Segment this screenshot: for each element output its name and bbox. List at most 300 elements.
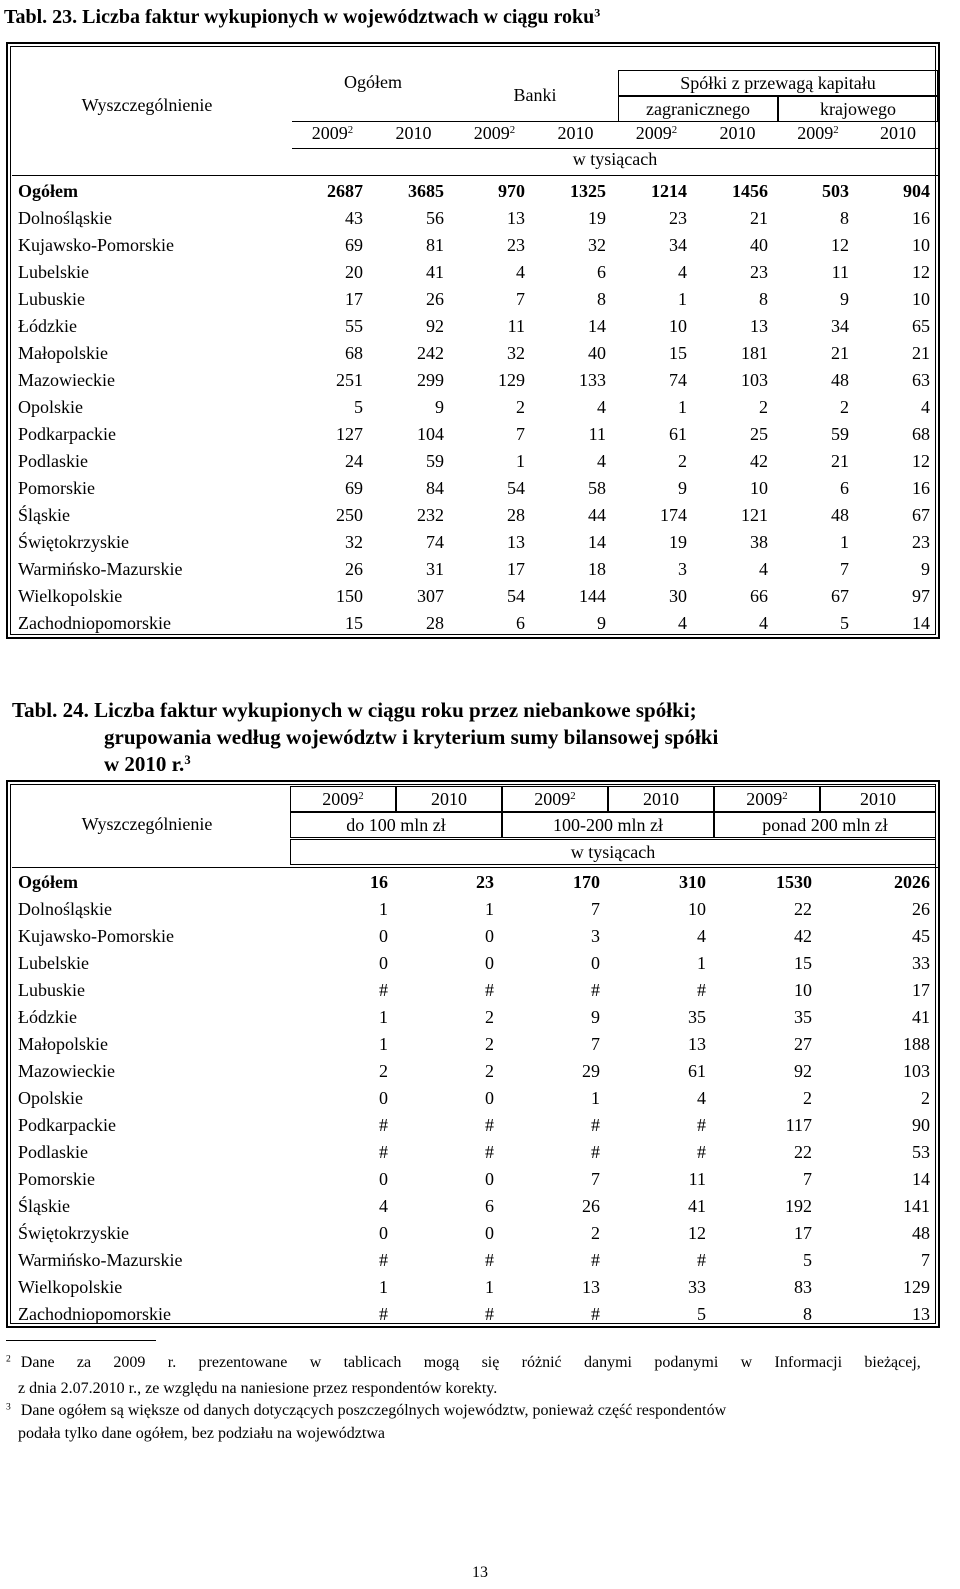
table-cell: # bbox=[697, 1141, 706, 1162]
table-cell: 1456 bbox=[732, 180, 768, 201]
table24-year-2010-g1: 2010 bbox=[396, 786, 502, 812]
table-cell: 9 bbox=[678, 477, 687, 498]
table-cell: 1214 bbox=[651, 180, 687, 201]
row-label: Ogółem bbox=[18, 871, 78, 892]
table24-year-2010-g3: 2010 bbox=[820, 786, 936, 812]
row-label: Pomorskie bbox=[18, 1168, 96, 1189]
row-label: Świętokrzyskie bbox=[18, 1222, 129, 1243]
table-cell: 48 bbox=[912, 1222, 930, 1243]
table-cell: 103 bbox=[903, 1060, 930, 1081]
table-cell: 970 bbox=[498, 180, 525, 201]
table-cell: 0 bbox=[485, 1168, 494, 1189]
table-cell: 15 bbox=[345, 612, 363, 633]
table-cell: 2 bbox=[379, 1060, 388, 1081]
table-row bbox=[14, 1111, 938, 1138]
table-cell: 7 bbox=[516, 288, 525, 309]
table-cell: 129 bbox=[903, 1276, 930, 1297]
footnote-2-mark: 2 bbox=[6, 1353, 11, 1365]
table24-title-line1: Tabl. 24. Liczba faktur wykupionych w ciągu roku przez niebankowe spółki; bbox=[12, 698, 697, 722]
table-row bbox=[14, 1084, 938, 1111]
row-label: Opolskie bbox=[18, 1087, 83, 1108]
table-cell: 1 bbox=[678, 288, 687, 309]
table24-year-2009-g1: 2009$^2$ bbox=[290, 786, 396, 812]
table-cell: 7 bbox=[591, 1168, 600, 1189]
table-cell: 9 bbox=[597, 612, 606, 633]
row-label: Kujawsko-Pomorskie bbox=[18, 925, 174, 946]
table-cell: 63 bbox=[912, 369, 930, 390]
table-cell: 127 bbox=[336, 423, 363, 444]
table-cell: 10 bbox=[750, 477, 768, 498]
table-cell: 84 bbox=[426, 477, 444, 498]
table-cell: 103 bbox=[741, 369, 768, 390]
table24-title-line3: w 2010 r.$^3$ bbox=[104, 752, 191, 776]
row-label: Podlaskie bbox=[18, 1141, 88, 1162]
table-cell: 0 bbox=[485, 1087, 494, 1108]
table-cell: 17 bbox=[345, 288, 363, 309]
table-cell: 40 bbox=[588, 342, 606, 363]
table-cell: 0 bbox=[591, 952, 600, 973]
table-row bbox=[14, 1057, 938, 1084]
row-label: Podkarpackie bbox=[18, 423, 116, 444]
table-cell: 28 bbox=[507, 504, 525, 525]
table-cell: 13 bbox=[688, 1033, 706, 1054]
table-cell: 17 bbox=[794, 1222, 812, 1243]
table-cell: 48 bbox=[831, 369, 849, 390]
table-row bbox=[14, 1219, 938, 1246]
table-cell: 22 bbox=[794, 898, 812, 919]
table-cell: 35 bbox=[794, 1006, 812, 1027]
table-cell: 58 bbox=[588, 477, 606, 498]
table-cell: 54 bbox=[507, 585, 525, 606]
table-cell: 16 bbox=[370, 871, 388, 892]
row-label: Ogółem bbox=[18, 180, 78, 201]
table-cell: 7 bbox=[840, 558, 849, 579]
table-cell: 904 bbox=[903, 180, 930, 201]
table-cell: 25 bbox=[750, 423, 768, 444]
table-cell: 232 bbox=[417, 504, 444, 525]
table-cell: 2 bbox=[485, 1060, 494, 1081]
table-cell: 10 bbox=[688, 898, 706, 919]
table-cell: 1 bbox=[485, 1276, 494, 1297]
table-cell: 0 bbox=[379, 925, 388, 946]
table-cell: 65 bbox=[912, 315, 930, 336]
table-cell: 28 bbox=[426, 612, 444, 633]
table-cell: 23 bbox=[476, 871, 494, 892]
table-cell: 188 bbox=[903, 1033, 930, 1054]
table-cell: 10 bbox=[669, 315, 687, 336]
table-cell: 8 bbox=[803, 1303, 812, 1324]
table-cell: 0 bbox=[379, 1168, 388, 1189]
table-cell: 41 bbox=[426, 261, 444, 282]
table-cell: 56 bbox=[426, 207, 444, 228]
table-cell: 7 bbox=[516, 423, 525, 444]
footnote-3 bbox=[6, 1400, 946, 1421]
table-cell: 53 bbox=[912, 1141, 930, 1162]
table-cell: 11 bbox=[831, 261, 849, 282]
table-cell: 15 bbox=[794, 952, 812, 973]
table-cell: 8 bbox=[840, 207, 849, 228]
table-cell: 0 bbox=[485, 1222, 494, 1243]
table-cell: 2 bbox=[759, 396, 768, 417]
table-cell: 61 bbox=[688, 1060, 706, 1081]
row-label: Warmińsko-Mazurskie bbox=[18, 1249, 183, 1270]
table-cell: 27 bbox=[794, 1033, 812, 1054]
table-cell: 30 bbox=[669, 585, 687, 606]
table23-header-krajowego: krajowego bbox=[778, 96, 938, 122]
table-cell: 1 bbox=[591, 1087, 600, 1108]
table-cell: # bbox=[591, 1114, 600, 1135]
table-cell: 3685 bbox=[408, 180, 444, 201]
table-cell: 9 bbox=[591, 1006, 600, 1027]
table-cell: 38 bbox=[750, 531, 768, 552]
row-label: Małopolskie bbox=[18, 342, 108, 363]
table-cell: 10 bbox=[912, 234, 930, 255]
table-cell: 12 bbox=[912, 261, 930, 282]
table24-year-2010-g2: 2010 bbox=[608, 786, 714, 812]
table-cell: 2687 bbox=[327, 180, 363, 201]
table-cell: 0 bbox=[379, 952, 388, 973]
table-cell: 4 bbox=[379, 1195, 388, 1216]
table-cell: 67 bbox=[912, 504, 930, 525]
table-cell: 22 bbox=[794, 1141, 812, 1162]
table-row bbox=[14, 976, 938, 1003]
footnote-3-line2: podała tylko dane ogółem, bez podziału na województwa bbox=[18, 1425, 385, 1442]
table-cell: 59 bbox=[426, 450, 444, 471]
table-cell: 2 bbox=[921, 1087, 930, 1108]
table-cell: 192 bbox=[785, 1195, 812, 1216]
table-cell: 55 bbox=[345, 315, 363, 336]
table-cell: 0 bbox=[485, 952, 494, 973]
table-cell: 23 bbox=[912, 531, 930, 552]
row-label: Wielkopolskie bbox=[18, 1276, 123, 1297]
table-cell: 2 bbox=[678, 450, 687, 471]
table-cell: 23 bbox=[750, 261, 768, 282]
table-cell: 34 bbox=[669, 234, 687, 255]
table-cell: 13 bbox=[582, 1276, 600, 1297]
table24-group-do-100: do 100 mln zł bbox=[290, 812, 502, 838]
table-cell: 67 bbox=[831, 585, 849, 606]
table-cell: 18 bbox=[588, 558, 606, 579]
table-cell: 10 bbox=[794, 979, 812, 1000]
table-cell: 26 bbox=[912, 898, 930, 919]
table23-title-text: Tabl. 23. Liczba faktur wykupionych w województwach w ciągu roku bbox=[4, 6, 595, 28]
table-cell: 4 bbox=[597, 396, 606, 417]
table-cell: # bbox=[697, 979, 706, 1000]
row-label: Pomorskie bbox=[18, 477, 96, 498]
table-cell: 45 bbox=[912, 925, 930, 946]
row-label: Mazowieckie bbox=[18, 369, 115, 390]
table-cell: 4 bbox=[921, 396, 930, 417]
table-cell: 17 bbox=[507, 558, 525, 579]
table-cell: 74 bbox=[426, 531, 444, 552]
table-cell: 181 bbox=[741, 342, 768, 363]
table-cell: 242 bbox=[417, 342, 444, 363]
table-cell: 133 bbox=[579, 369, 606, 390]
table-row bbox=[14, 949, 938, 976]
table-cell: 503 bbox=[822, 180, 849, 201]
table-cell: 2 bbox=[485, 1033, 494, 1054]
table23-units: w tysiącach bbox=[572, 149, 658, 169]
table23-title-footnote-mark: 3 bbox=[594, 5, 601, 20]
table-cell: 13 bbox=[750, 315, 768, 336]
table-cell: 32 bbox=[345, 531, 363, 552]
table23-header-banki: Banki bbox=[513, 85, 557, 105]
table-cell: 74 bbox=[669, 369, 687, 390]
table-row bbox=[14, 1003, 938, 1030]
table-cell: 8 bbox=[597, 288, 606, 309]
table-cell: 14 bbox=[588, 531, 606, 552]
table-cell: 19 bbox=[588, 207, 606, 228]
table-row bbox=[14, 895, 938, 922]
table-cell: 9 bbox=[840, 288, 849, 309]
table-cell: 1 bbox=[379, 1006, 388, 1027]
table-cell: 5 bbox=[803, 1249, 812, 1270]
table-cell: 7 bbox=[591, 898, 600, 919]
table-cell: 43 bbox=[345, 207, 363, 228]
row-label: Zachodniopomorskie bbox=[18, 1303, 171, 1324]
row-label: Warmińsko-Mazurskie bbox=[18, 558, 183, 579]
table-row bbox=[14, 868, 938, 895]
table24-title-line2: grupowania według województw i kryterium sumy bilansowej spółki bbox=[104, 725, 719, 749]
table-row bbox=[14, 1246, 938, 1273]
table-cell: 129 bbox=[498, 369, 525, 390]
table23-header-spolki: Spółki z przewagą kapitału bbox=[618, 70, 938, 96]
row-label: Opolskie bbox=[18, 396, 83, 417]
table-cell: 141 bbox=[903, 1195, 930, 1216]
table-cell: 11 bbox=[507, 315, 525, 336]
table-cell: 26 bbox=[426, 288, 444, 309]
table-cell: 32 bbox=[507, 342, 525, 363]
table-cell: 13 bbox=[912, 1303, 930, 1324]
row-label: Lubuskie bbox=[18, 979, 85, 1000]
table-cell: 21 bbox=[750, 207, 768, 228]
table-cell: 68 bbox=[345, 342, 363, 363]
table-cell: 1 bbox=[840, 531, 849, 552]
table-cell: 4 bbox=[516, 261, 525, 282]
table-cell: 0 bbox=[379, 1087, 388, 1108]
table-cell: 307 bbox=[417, 585, 444, 606]
table-cell: 2 bbox=[803, 1087, 812, 1108]
table-cell: 299 bbox=[417, 369, 444, 390]
table-cell: 14 bbox=[912, 1168, 930, 1189]
table-cell: # bbox=[485, 1141, 494, 1162]
table-cell: 5 bbox=[354, 396, 363, 417]
table-cell: 1325 bbox=[570, 180, 606, 201]
table23-year-2010-banki: 2010 bbox=[557, 123, 594, 143]
table24-header-wyszczegolnienie: Wyszczególnienie bbox=[81, 814, 213, 834]
table-cell: 68 bbox=[912, 423, 930, 444]
table-cell: 16 bbox=[912, 207, 930, 228]
table-cell: 69 bbox=[345, 234, 363, 255]
table-cell: # bbox=[591, 1141, 600, 1162]
table-cell: 5 bbox=[840, 612, 849, 633]
footnote-3-mark: 3 bbox=[6, 1401, 11, 1413]
table23-header-zagranicznego: zagranicznego bbox=[618, 96, 778, 122]
table-cell: 4 bbox=[678, 612, 687, 633]
table-cell: 3 bbox=[678, 558, 687, 579]
table-cell: # bbox=[379, 1141, 388, 1162]
table-cell: 8 bbox=[759, 288, 768, 309]
row-label: Lubelskie bbox=[18, 952, 89, 973]
footnote-2 bbox=[6, 1352, 946, 1373]
table-cell: 13 bbox=[507, 207, 525, 228]
table-cell: 1530 bbox=[776, 871, 812, 892]
table-cell: 41 bbox=[912, 1006, 930, 1027]
table-cell: 31 bbox=[426, 558, 444, 579]
table-cell: 4 bbox=[759, 612, 768, 633]
table-cell: 24 bbox=[345, 450, 363, 471]
table-cell: 117 bbox=[785, 1114, 812, 1135]
footnote-2-line1: Dane za 2009 r. prezentowane w tablicach mogą się różnić danymi podanymi w Informacji bieżącej, bbox=[20, 1354, 921, 1371]
table-cell: 59 bbox=[831, 423, 849, 444]
table-cell: 33 bbox=[688, 1276, 706, 1297]
table-row bbox=[14, 1138, 938, 1165]
table-cell: 6 bbox=[485, 1195, 494, 1216]
table-cell: 17 bbox=[912, 979, 930, 1000]
table-cell: 92 bbox=[426, 315, 444, 336]
table-cell: 13 bbox=[507, 531, 525, 552]
table-cell: 32 bbox=[588, 234, 606, 255]
table-cell: # bbox=[485, 979, 494, 1000]
table-cell: # bbox=[485, 1303, 494, 1324]
table23-header-wyszczegolnienie: Wyszczególnienie bbox=[81, 95, 213, 115]
table-cell: 26 bbox=[582, 1195, 600, 1216]
table23-year-2009-banki: 2009$^2$ bbox=[473, 123, 516, 143]
table-cell: 11 bbox=[688, 1168, 706, 1189]
table-cell: 251 bbox=[336, 369, 363, 390]
table-cell: 42 bbox=[750, 450, 768, 471]
table-cell: 1 bbox=[485, 898, 494, 919]
table-cell: 310 bbox=[679, 871, 706, 892]
table-cell: 7 bbox=[591, 1033, 600, 1054]
table-cell: 9 bbox=[921, 558, 930, 579]
table-cell: 9 bbox=[435, 396, 444, 417]
table-cell: # bbox=[591, 979, 600, 1000]
row-label: Podkarpackie bbox=[18, 1114, 116, 1135]
table-cell: 83 bbox=[794, 1276, 812, 1297]
table-cell: 104 bbox=[417, 423, 444, 444]
table-row bbox=[14, 1273, 938, 1300]
table-cell: # bbox=[697, 1114, 706, 1135]
row-label: Lubelskie bbox=[18, 261, 89, 282]
table-cell: 121 bbox=[741, 504, 768, 525]
table-cell: 14 bbox=[588, 315, 606, 336]
table-cell: 3 bbox=[591, 925, 600, 946]
table-cell: 6 bbox=[840, 477, 849, 498]
table-row bbox=[14, 922, 938, 949]
table-cell: 1 bbox=[379, 1276, 388, 1297]
table-cell: # bbox=[379, 979, 388, 1000]
table-cell: 1 bbox=[678, 396, 687, 417]
row-label: Małopolskie bbox=[18, 1033, 108, 1054]
table-cell: 4 bbox=[697, 925, 706, 946]
table-cell: 174 bbox=[660, 504, 687, 525]
row-label: Śląskie bbox=[18, 1195, 70, 1216]
table-cell: 48 bbox=[831, 504, 849, 525]
table-cell: 81 bbox=[426, 234, 444, 255]
table-cell: 144 bbox=[579, 585, 606, 606]
table-cell: 21 bbox=[912, 342, 930, 363]
row-label: Śląskie bbox=[18, 504, 70, 525]
table-cell: 26 bbox=[345, 558, 363, 579]
table-row bbox=[14, 1030, 938, 1057]
table-cell: 150 bbox=[336, 585, 363, 606]
row-label: Podlaskie bbox=[18, 450, 88, 471]
table24-year-2009-g2: 2009$^2$ bbox=[502, 786, 608, 812]
table-cell: 69 bbox=[345, 477, 363, 498]
table-cell: 92 bbox=[794, 1060, 812, 1081]
table-cell: 7 bbox=[803, 1168, 812, 1189]
table23-year-2010-kraj: 2010 bbox=[880, 123, 916, 143]
row-label: Kujawsko-Pomorskie bbox=[18, 234, 174, 255]
table-cell: 1 bbox=[379, 898, 388, 919]
row-label: Dolnośląskie bbox=[18, 898, 112, 919]
table-cell: 35 bbox=[688, 1006, 706, 1027]
table-cell: 2 bbox=[516, 396, 525, 417]
table-cell: 2 bbox=[840, 396, 849, 417]
row-label: Lubuskie bbox=[18, 288, 85, 309]
table-cell: 4 bbox=[697, 1087, 706, 1108]
footnote-3-line1: Dane ogółem są większe od danych dotyczących poszczególnych województw, ponieważ część respondentów bbox=[20, 1402, 727, 1419]
table-cell: 10 bbox=[912, 288, 930, 309]
table-cell: 250 bbox=[336, 504, 363, 525]
table-cell: 14 bbox=[912, 612, 930, 633]
table23-header-ogolem: Ogółem bbox=[344, 72, 402, 92]
table-cell: 44 bbox=[588, 504, 606, 525]
table-cell: 11 bbox=[588, 423, 606, 444]
table24-group-100-200: 100-200 mln zł bbox=[502, 812, 714, 838]
row-label: Wielkopolskie bbox=[18, 585, 123, 606]
table-cell: 33 bbox=[912, 952, 930, 973]
table-cell: 0 bbox=[485, 925, 494, 946]
table-cell: 5 bbox=[697, 1303, 706, 1324]
table24-units: w tysiącach bbox=[290, 839, 936, 865]
table24-year-2009-g3: 2009$^2$ bbox=[714, 786, 820, 812]
table-cell: 2026 bbox=[894, 871, 930, 892]
footnote-separator bbox=[6, 1340, 156, 1341]
table-row bbox=[14, 1192, 938, 1219]
table-cell: 54 bbox=[507, 477, 525, 498]
table23-year-2009-zagr: 2009$^2$ bbox=[635, 123, 678, 143]
table-cell: 23 bbox=[669, 207, 687, 228]
table23-year-2010-ogolem: 2010 bbox=[395, 123, 432, 143]
table-cell: 42 bbox=[794, 925, 812, 946]
table-cell: 40 bbox=[750, 234, 768, 255]
table24-group-ponad-200: ponad 200 mln zł bbox=[714, 812, 936, 838]
table-cell: 0 bbox=[379, 1222, 388, 1243]
table-cell: 1 bbox=[697, 952, 706, 973]
row-label: Świętokrzyskie bbox=[18, 531, 129, 552]
table-cell: 21 bbox=[831, 450, 849, 471]
table-cell: 34 bbox=[831, 315, 849, 336]
table-cell: 2 bbox=[485, 1006, 494, 1027]
table-cell: 61 bbox=[669, 423, 687, 444]
table-cell: 16 bbox=[912, 477, 930, 498]
table23-year-2010-zagr: 2010 bbox=[719, 123, 756, 143]
page-number: 13 bbox=[472, 1564, 488, 1581]
table-cell: # bbox=[485, 1114, 494, 1135]
table-cell: 23 bbox=[507, 234, 525, 255]
row-label: Zachodniopomorskie bbox=[18, 612, 171, 633]
table-cell: 90 bbox=[912, 1114, 930, 1135]
table-cell: 6 bbox=[597, 261, 606, 282]
table-cell: 15 bbox=[669, 342, 687, 363]
table-cell: 6 bbox=[516, 612, 525, 633]
table-cell: 19 bbox=[669, 531, 687, 552]
table-cell: # bbox=[697, 1249, 706, 1270]
table-cell: # bbox=[591, 1303, 600, 1324]
table23-year-2009-ogolem: 2009$^2$ bbox=[311, 123, 354, 143]
